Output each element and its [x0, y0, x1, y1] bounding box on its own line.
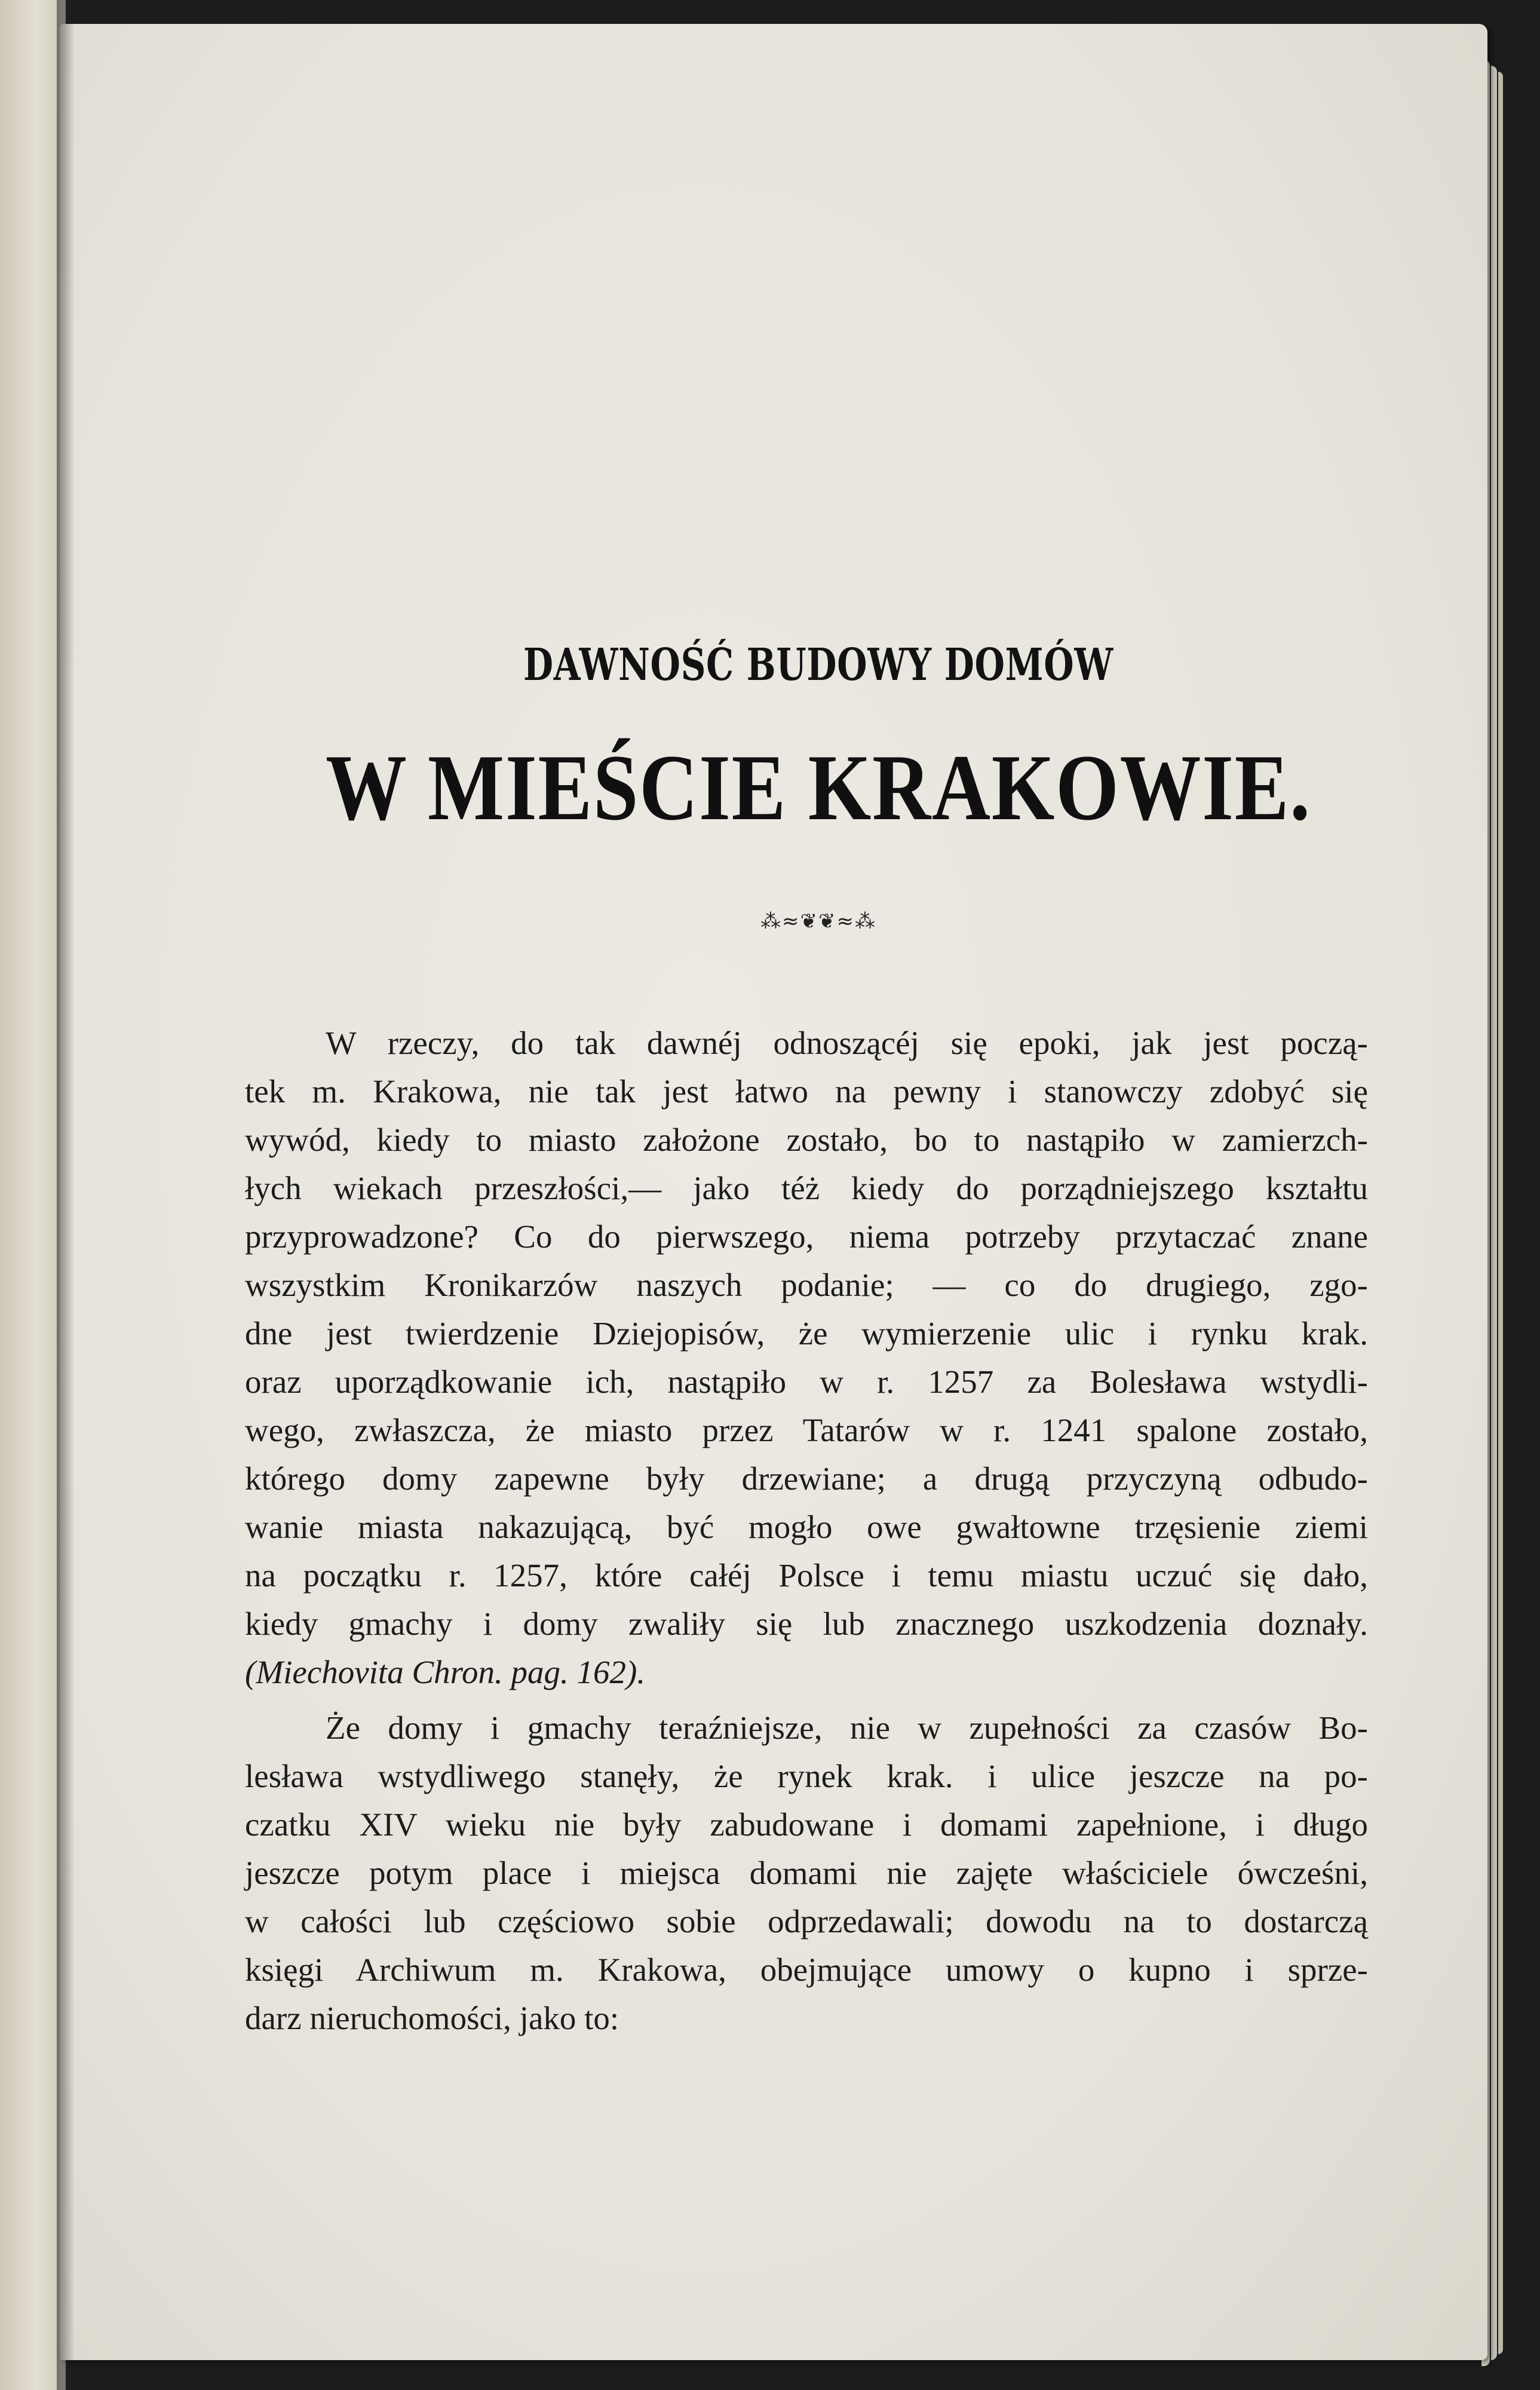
spine-shadow: [57, 0, 75, 2390]
text-line: W rzeczy, do tak dawnéj odnoszącéj się epoki, jak jest począ-: [326, 1025, 1368, 1061]
text-line: lesława wstydliwego stanęły, że rynek krak. i ulice jeszcze na po-: [245, 1758, 1368, 1794]
chapter-title-line-2: W MIEŚCIE KRAKOWIE.: [326, 736, 1311, 840]
page-edge-stack: [1491, 66, 1497, 2360]
text-line: księgi Archiwum m. Krakowa, obejmujące umowy o kupno i sprze-: [245, 1951, 1368, 1988]
text-line: wanie miasta nakazującą, być mogło owe gwałtowne trzęsienie ziemi: [245, 1509, 1368, 1545]
text-line: wszystkim Kronikarzów naszych podanie; — co do drugiego, zgo-: [245, 1267, 1368, 1303]
text-line: Że domy i gmachy teraźniejsze, nie w zupełności za czasów Bo-: [326, 1709, 1368, 1746]
text-line: w całości lub częściowo sobie odprzedawali; dowodu na to dostarczą: [245, 1903, 1368, 1939]
text-line: czatku XIV wieku nie były zabudowane i domami zapełnione, i długo: [245, 1806, 1368, 1843]
book-page: [60, 24, 1487, 2360]
text-line: którego domy zapewne były drzewiane; a drugą przyczyną odbudo-: [245, 1460, 1368, 1497]
page-edge-stack: [1498, 72, 1503, 2354]
text-line: jeszcze potym place i miejsca domami nie zajęte właściciele ówcześni,: [245, 1855, 1368, 1891]
text-line: łych wiekach przeszłości,— jako téż kiedy do porządniejszego kształtu: [245, 1170, 1368, 1206]
text-line: oraz uporządkowanie ich, nastąpiło w r. 1257 za Bolesława wstydli-: [245, 1363, 1368, 1400]
text-line: wego, zwłaszcza, że miasto przez Tatarów w r. 1241 spalone zostało,: [245, 1412, 1368, 1448]
ornament-divider: ⁂≈❦❦≈⁂: [760, 909, 876, 933]
text-line: darz nieruchomości, jako to:: [245, 2000, 619, 2036]
text-line: wywód, kiedy to miasto założone zostało, bo to nastąpiło w zamierzch-: [245, 1122, 1368, 1158]
text-line: przyprowadzone? Co do pierwszego, niema potrzeby przytaczać znane: [245, 1218, 1368, 1255]
chapter-title-line-1: DAWNOŚĆ BUDOWY DOMÓW: [523, 639, 1114, 691]
text-line: tek m. Krakowa, nie tak jest łatwo na pewny i stanowczy zdobyć się: [245, 1073, 1368, 1110]
text-line: dne jest twierdzenie Dziejopisów, że wymierzenie ulic i rynku krak.: [245, 1315, 1368, 1352]
left-facing-page-edge: [0, 0, 66, 2390]
citation-line: (Miechovita Chron. pag. 162).: [245, 1654, 646, 1690]
body-text: [245, 1019, 1368, 2042]
text-line: na początku r. 1257, które całéj Polsce i temu miastu uczuć się dało,: [245, 1557, 1368, 1594]
text-line: kiedy gmachy i domy zwaliły się lub znacznego uszkodzenia doznały.: [245, 1605, 1368, 1642]
